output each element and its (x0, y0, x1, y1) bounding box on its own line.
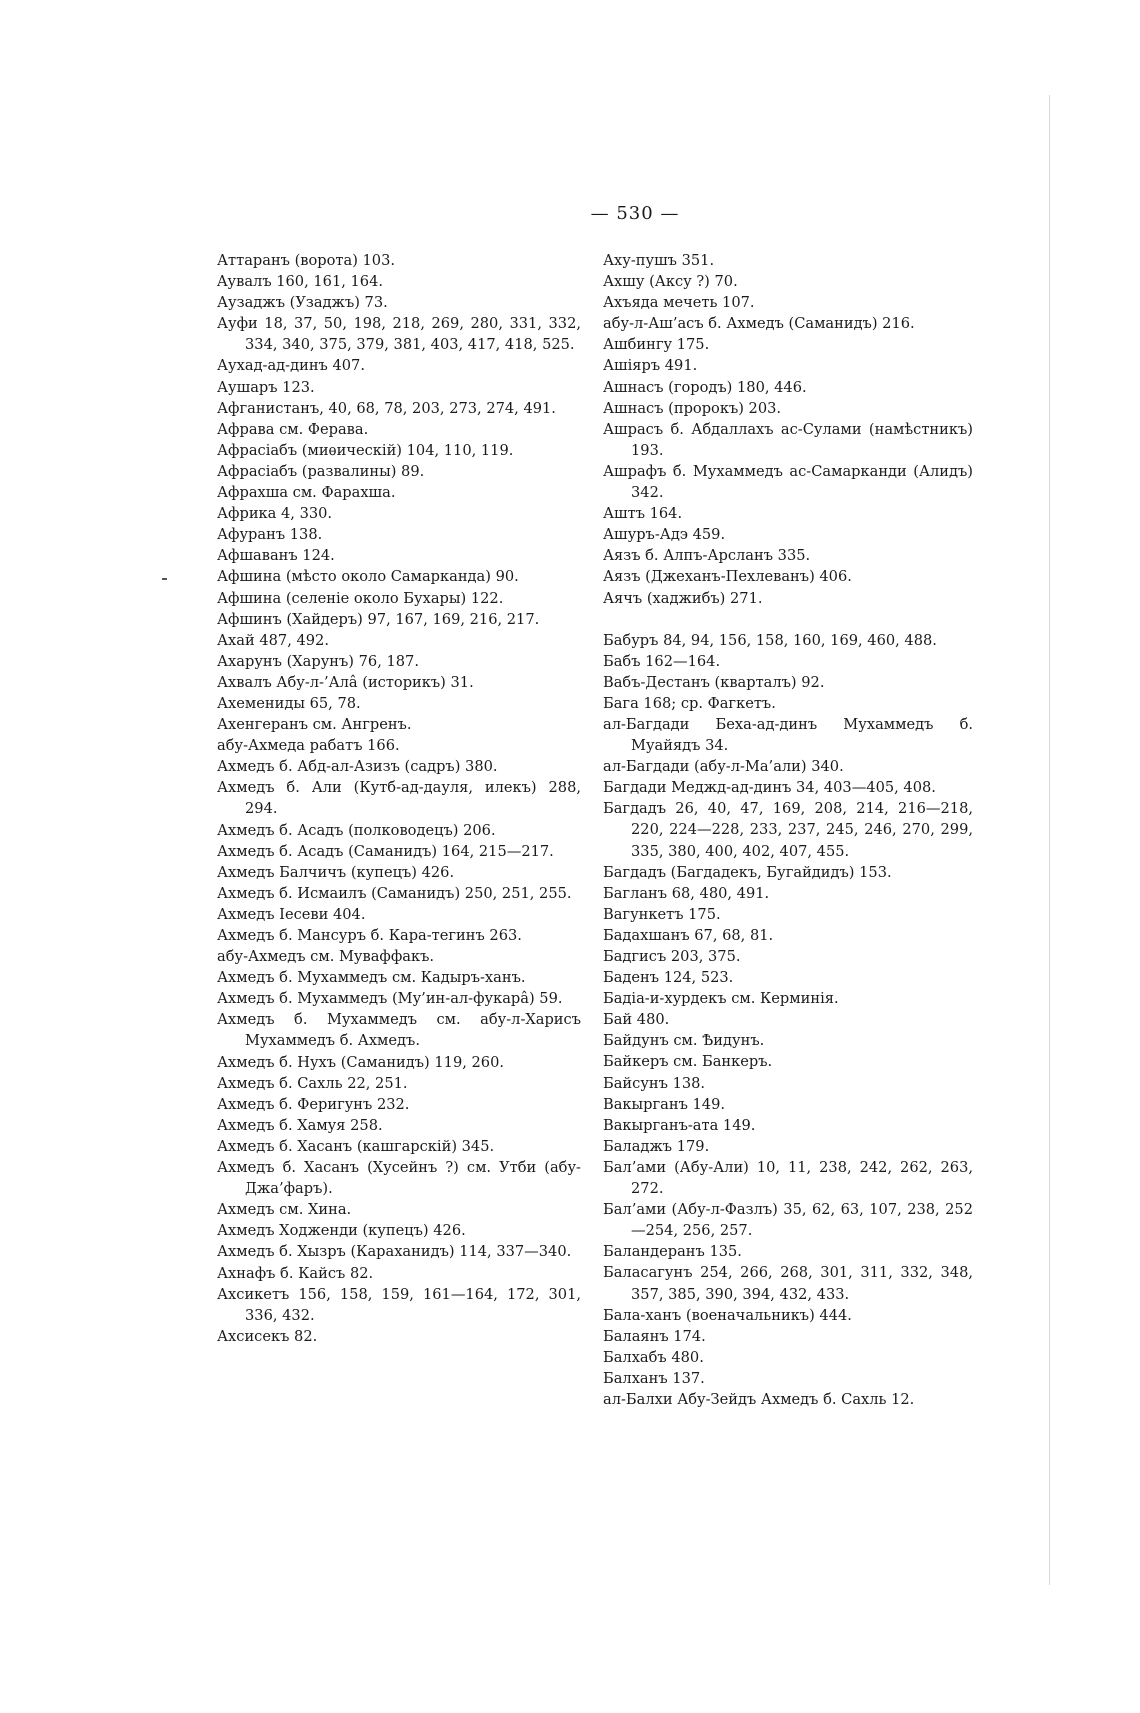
index-entry: Аштъ 164. (603, 505, 683, 523)
index-entry: Ашрасъ б. Абдаллахъ ас-Сулами (намѣстникъ) 193. (603, 420, 973, 459)
index-entry: Байдунъ см. Ѣидунъ. (603, 1032, 765, 1050)
index-entry: Ашнасъ (городъ) 180, 446. (603, 378, 807, 396)
index-column-right (603, 250, 973, 1410)
index-entry: Афрасіабъ (развалины) 89. (217, 462, 425, 480)
index-entry: Аязъ (Джеханъ-Пехлеванъ) 406. (603, 568, 852, 586)
index-entry: ал-Багдади (абу-л-Ма’али) 340. (603, 758, 844, 776)
index-entry: Ахмедъ б. Хасанъ (кашгарскій) 345. (217, 1137, 495, 1155)
index-entry: Афрасіабъ (миѳическій) 104, 110, 119. (217, 441, 514, 459)
index-column-left (217, 250, 581, 1347)
index-entry: Вакырганъ 149. (603, 1095, 725, 1113)
index-entry: Балхабъ 480. (603, 1348, 704, 1366)
index-entry: Аухад-ад-динъ 407. (217, 357, 365, 375)
index-entry: Ахсикетъ 156, 158, 159, 161—164, 172, 301, 336, 432. (217, 1285, 581, 1324)
index-entry: Ашбингу 175. (603, 336, 710, 354)
scan-margin-rule (1049, 95, 1050, 1585)
index-entry: Аушаръ 123. (217, 378, 315, 396)
index-entry: Ахай 487, 492. (217, 631, 329, 649)
index-entry: абу-л-Аш’асъ б. Ахмедъ (Саманидъ) 216. (603, 315, 915, 333)
index-entry: Ахшу (Аксу ?) 70. (603, 273, 738, 291)
index-entry: Багдади Меджд-ад-динъ 34, 403—405, 408. (603, 779, 936, 797)
index-entry: Афшаванъ 124. (217, 547, 335, 565)
index-entry: Афшина (мѣсто около Самарканда) 90. (217, 568, 519, 586)
index-entry: Aувалъ 160, 161, 164. (217, 273, 383, 291)
index-entry: Ахъяда мечеть 107. (603, 294, 755, 312)
index-entry: Ахмедъ б. Хамуя 258. (217, 1116, 383, 1134)
index-entry: Баландеранъ 135. (603, 1243, 742, 1261)
index-entry: Багдадъ 26, 40, 47, 169, 208, 214, 216—218, 220, 224—228, 233, 237, 245, 246, 270, 299, 335, 380, 400, 402, 407, 455. (603, 800, 973, 860)
index-entry: Багдадъ (Багдадекъ, Бугайдидъ) 153. (603, 863, 892, 881)
index-entry: Бай 480. (603, 1011, 670, 1029)
index-entry: Ахмедъ Іесеви 404. (217, 905, 366, 923)
index-entry: Бал’ами (Абу-л-Фазлъ) 35, 62, 63, 107, 238, 252—254, 256, 257. (603, 1201, 973, 1240)
index-entry: Балаянъ 174. (603, 1327, 706, 1345)
index-entry: Аячъ (хаджибъ) 271. (603, 589, 763, 607)
index-entry: Афрава см. Ферава. (217, 420, 369, 438)
index-entry: Бал’ами (Абу-Али) 10, 11, 238, 242, 262, 263, 272. (603, 1158, 973, 1198)
index-entry: ал-Балхи Абу-Зейдъ Ахмедъ б. Сахль 12. (603, 1390, 915, 1408)
index-entry: Ахмедъ б. Мухаммедъ см. абу-л-Харисъ Мухаммедъ б. Ахмедъ. (217, 1011, 581, 1050)
index-entry: Ахнафъ б. Кайсъ 82. (217, 1264, 374, 1282)
index-entry: Африка 4, 330. (217, 505, 333, 523)
index-entry: Ауфи 18, 37, 50, 198, 218, 269, 280, 331, 332, 334, 340, 375, 379, 381, 403, 417, 418, 525. (217, 315, 581, 354)
index-entry: Ахсисекъ 82. (217, 1327, 318, 1345)
index-entry: Ахмедъ б. Мухаммедъ (Му’ин-ал-фукарâ) 59. (217, 990, 563, 1008)
index-entry: Баласагунъ 254, 266, 268, 301, 311, 332, 348, 357, 385, 390, 394, 432, 433. (603, 1264, 973, 1303)
index-entry: Ахмедъ см. Хина. (217, 1201, 352, 1219)
index-entry: Баладжъ 179. (603, 1137, 710, 1155)
index-entry: Ахмедъ б. Мансуръ б. Кара-тегинъ 263. (217, 927, 522, 944)
index-entry: Ахвалъ Абу-л-’Алâ (историкъ) 31. (217, 673, 474, 691)
index-entry: абу-Ахмеда рабатъ 166. (217, 737, 400, 755)
index-entry: Вакырганъ-ата 149. (603, 1116, 756, 1134)
index-entry: Ахемениды 65, 78. (217, 694, 361, 712)
page-number: — 530 — (590, 203, 680, 224)
index-entry: Багланъ 68, 480, 491. (603, 884, 770, 902)
index-entry: Аузаджъ (Узаджъ) 73. (217, 294, 388, 312)
index-entry: Аязъ б. Алпъ-Арсланъ 335. (603, 547, 811, 565)
index-entry: Бала-ханъ (военачальникъ) 444. (603, 1306, 852, 1324)
index-entry: Афуранъ 138. (217, 526, 323, 544)
index-entry: Ахмедъ Балчичъ (купецъ) 426. (217, 863, 455, 881)
index-entry: Ахмедъ б. Асадъ (полководецъ) 206. (217, 821, 496, 839)
index-entry: ал-Багдади Беха-ад-динъ Мухаммедъ б. Муайядъ 34. (603, 715, 973, 755)
index-entry: Вагункетъ 175. (603, 905, 721, 923)
index-entry: Байкеръ см. Банкеръ. (603, 1053, 773, 1071)
index-entry: Ахмедъ б. Асадъ (Саманидъ) 164, 215—217. (217, 842, 554, 860)
index-entry: Ахмедъ б. Нухъ (Саманидъ) 119, 260. (217, 1053, 505, 1071)
index-entry: Вабъ-Дестанъ (кварталъ) 92. (603, 673, 825, 691)
index-entry: Аттаранъ (ворота) 103. (217, 252, 396, 269)
index-entry: Ашіяръ 491. (603, 357, 698, 375)
index-entry: Ашуръ-Адэ 459. (603, 526, 726, 544)
index-entry: Бага 168; ср. Фагкетъ. (603, 694, 776, 712)
index-entry: Балханъ 137. (603, 1369, 705, 1387)
index-entry: Ахмедъ б. Исмаилъ (Саманидъ) 250, 251, 255. (217, 884, 572, 902)
index-entry: Афшинъ (Хайдеръ) 97, 167, 169, 216, 217. (217, 610, 540, 628)
index-entry: Ахмедъ б. Мухаммедъ см. Кадыръ-ханъ. (217, 969, 526, 987)
index-entry: Ахмедъ б. Хасанъ (Хусейнъ ?) см. Утби (абу-Джа’фаръ). (217, 1159, 581, 1198)
index-entry: Афрахша см. Фарахша. (217, 484, 396, 502)
index-entry: Бадахшанъ 67, 68, 81. (603, 926, 774, 944)
index-entry: Бабуръ 84, 94, 156, 158, 160, 169, 460, 488. (603, 631, 937, 649)
index-entry: Афшина (селеніе около Бухары) 122. (217, 589, 504, 607)
index-entry: Ахмедъ Ходженди (купецъ) 426. (217, 1222, 466, 1240)
index-entry: Бадіа-и-хурдекъ см. Керминія. (603, 990, 839, 1008)
index-entry: Бадгисъ 203, 375. (603, 948, 741, 965)
index-entry: Ахмедъ б. Сахль 22, 251. (217, 1074, 408, 1092)
index-entry: Ахмедъ б. Абд-ал-Азизъ (садръ) 380. (217, 758, 498, 776)
index-entry: Ахмедъ б. Феригунъ 232. (217, 1095, 410, 1113)
index-entry: Ахарунъ (Харунъ) 76, 187. (217, 652, 419, 670)
index-entry: Ашрафъ б. Мухаммедъ ас-Самарканди (Алидъ) 342. (603, 462, 973, 502)
index-entry: Бабъ 162—164. (603, 652, 721, 670)
index-entry: Ашнасъ (пророкъ) 203. (603, 399, 782, 417)
index-entry: Афганистанъ, 40, 68, 78, 203, 273, 274, 491. (217, 399, 556, 417)
index-entry: Аху-пушъ 351. (603, 252, 715, 269)
section-gap (603, 609, 973, 630)
index-entry: Ахмедъ б. Хызръ (Караханидъ) 114, 337—340. (217, 1243, 572, 1261)
index-entry: Ахенгеранъ см. Ангренъ. (217, 716, 412, 734)
index-entry: Байсунъ 138. (603, 1074, 706, 1092)
scan-margin-mark (162, 578, 167, 580)
index-entry: Баденъ 124, 523. (603, 969, 734, 987)
index-entry: Ахмедъ б. Али (Кутб-ад-дауля, илекъ) 288, 294. (217, 779, 581, 818)
index-entry: абу-Ахмедъ см. Муваффакъ. (217, 948, 435, 966)
